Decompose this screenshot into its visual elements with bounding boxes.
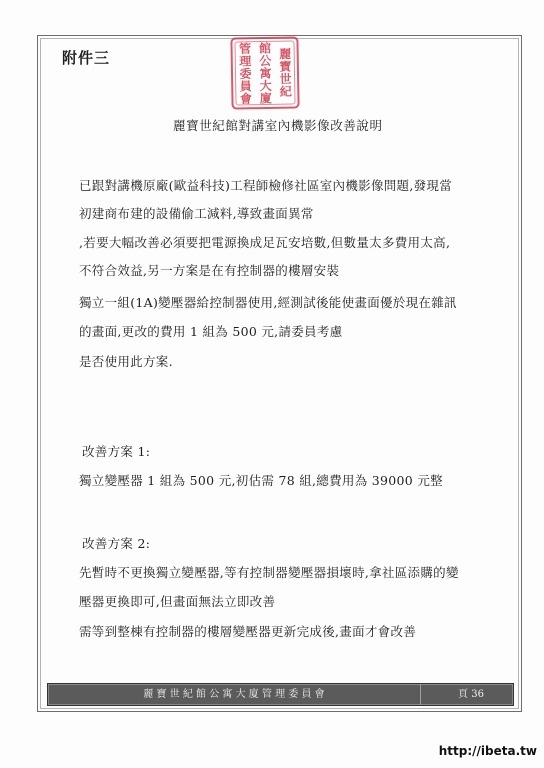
seal-column-right: 麗寶世紀 [277, 47, 293, 98]
plan-1-line: 獨立變壓器 1 組為 500 元,初估需 78 組,總費用為 39000 元整 [79, 473, 443, 488]
plan-2-line: 壓器更換即可,但畫面無法立即改善 [79, 594, 276, 609]
body-line: 的畫面,更改的費用 1 組為 500 元,請委員考慮 [79, 324, 343, 339]
body-line: ,若要大幅改善必須要把電源換成足瓦安培數,但數量太多費用太高, [79, 235, 451, 250]
seal-column-left: 管理委員會 [237, 41, 253, 105]
body-line: 已跟對講機原廠(歐益科技)工程師檢修社區室內機影像問題,發現當 [79, 178, 453, 193]
footer-page-number: 頁 36 [458, 689, 484, 700]
body-line: 是否使用此方案. [79, 354, 173, 369]
seal-column-middle: 館公寓大廈 [257, 41, 273, 105]
attachment-label: 附件三 [62, 49, 111, 67]
plan-2-line: 先暫時不更換獨立變壓器,等有控制器變壓器損壞時,拿社區添購的變 [79, 565, 459, 580]
footer-bar [47, 683, 514, 706]
footer-organization: 麗 寶 世 紀 館 公 寓 大 廈 管 理 委 員 會 [48, 684, 421, 705]
plan-2-line: 需等到整棟有控制器的樓層變壓器更新完成後,畫面才會改善 [79, 624, 417, 639]
body-line: 不符合效益,另一方案是在有控制器的樓層安裝 [79, 263, 340, 278]
document-title: 麗寶世紀館對講室內機影像改善說明 [173, 118, 383, 133]
watermark-url: http://ibeta.tw [438, 744, 537, 758]
plan-2-heading: 改善方案 2: [82, 536, 151, 551]
committee-seal-stamp [230, 36, 299, 109]
body-line: 初建商布建的設備偷工減料,導致畫面異常 [79, 206, 314, 221]
plan-1-heading: 改善方案 1: [82, 444, 151, 459]
body-line: 獨立一組(1A)變壓器給控制器使用,經測試後能使畫面優於現在雜訊 [79, 295, 457, 310]
